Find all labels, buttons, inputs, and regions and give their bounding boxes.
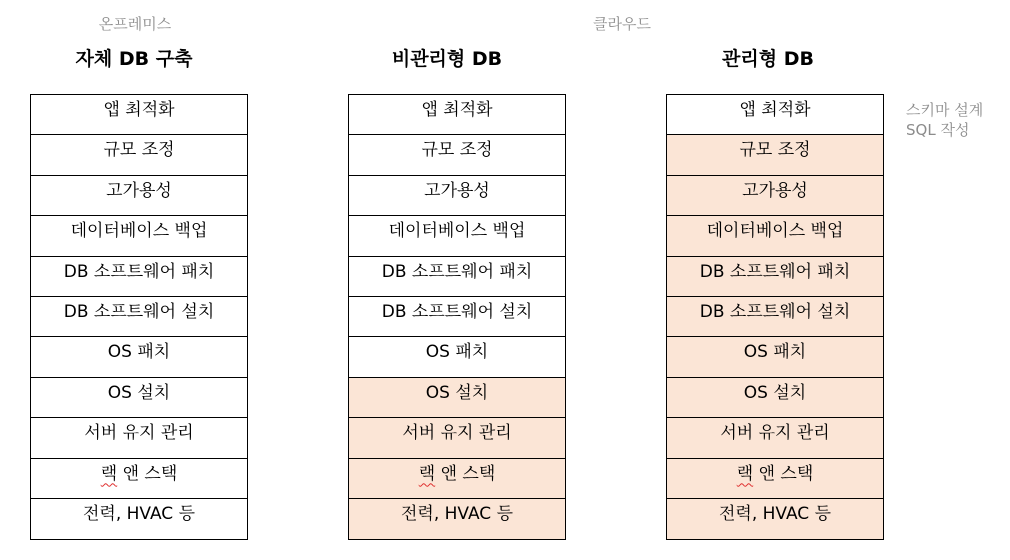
layer-label: 랙 앤 스택 [736, 463, 814, 484]
layer-label: DB 소프트웨어 패치 [63, 261, 215, 282]
layer-cell [349, 216, 565, 256]
spellcheck-underline: 랙 [100, 463, 118, 484]
layer-label: OS 설치 [107, 382, 171, 403]
layer-cell [349, 297, 565, 337]
layer-label: 규모 조정 [103, 140, 175, 161]
managed-layer-cell [667, 297, 883, 337]
layer-label: OS 패치 [107, 342, 171, 363]
column-title-unmanaged: 비관리형 DB [391, 48, 503, 70]
cloud-label: 클라우드 [593, 15, 651, 33]
managed-layer-cell [667, 176, 883, 216]
layer-label: 앱 최적화 [103, 100, 175, 120]
managed-layer-cell [667, 216, 883, 256]
layer-cell [31, 378, 247, 418]
layer-label: 고가용성 [424, 180, 490, 201]
layer-label: DB 소프트웨어 패치 [699, 261, 851, 282]
layer-label: OS 패치 [743, 342, 807, 363]
layer-cell [31, 499, 247, 539]
layer-label: 규모 조정 [739, 140, 811, 161]
layer-cell [31, 257, 247, 297]
layer-label: 전력, HVAC 등 [400, 503, 513, 524]
layer-label: 서버 유지 관리 [720, 423, 830, 444]
managed-layer-cell [349, 459, 565, 499]
layer-label: 데이터베이스 백업 [70, 221, 208, 242]
layer-cell [31, 176, 247, 216]
layer-label: OS 설치 [743, 382, 807, 403]
layer-label: 고가용성 [106, 180, 172, 201]
layer-label: 서버 유지 관리 [84, 423, 194, 444]
layer-label: DB 소프트웨어 설치 [381, 301, 533, 322]
layer-cell [31, 459, 247, 499]
layer-cell [349, 135, 565, 175]
layer-cell [31, 135, 247, 175]
layer-cell [31, 216, 247, 256]
layer-cell [31, 418, 247, 458]
layer-cell [31, 95, 247, 135]
managed-layer-cell [667, 337, 883, 377]
layer-cell [349, 337, 565, 377]
managed-layer-cell [667, 378, 883, 418]
layer-label: 전력, HVAC 등 [82, 503, 195, 524]
layer-label: 서버 유지 관리 [402, 423, 512, 444]
managed-layer-cell [667, 499, 883, 539]
layer-label: 랙 앤 스택 [100, 463, 178, 484]
managed-layer-cell [667, 459, 883, 499]
layer-label: 규모 조정 [421, 140, 493, 161]
managed-layer-cell [667, 135, 883, 175]
layer-cell [349, 257, 565, 297]
layer-cell [349, 176, 565, 216]
layer-label: 고가용성 [742, 180, 808, 201]
layer-label: 랙 앤 스택 [418, 463, 496, 484]
layer-cell [349, 95, 565, 135]
layer-label: OS 설치 [425, 382, 489, 403]
on-premises-label: 온프레미스 [98, 15, 172, 33]
column-title-managed: 관리형 DB [722, 48, 814, 70]
customer-responsibility-note [906, 100, 983, 140]
layer-label: DB 소프트웨어 패치 [381, 261, 533, 282]
spellcheck-underline: 랙 [418, 463, 436, 484]
layer-label: DB 소프트웨어 설치 [63, 301, 215, 322]
layer-cell [31, 337, 247, 377]
side-note-line-1: 스키마 설계 [906, 101, 984, 119]
layer-label: DB 소프트웨어 설치 [699, 301, 851, 322]
layer-label: 데이터베이스 백업 [706, 221, 844, 242]
managed-layer-cell [349, 378, 565, 418]
unmanaged-stack [348, 94, 566, 540]
layer-label: 전력, HVAC 등 [718, 503, 831, 524]
managed-layer-cell [349, 499, 565, 539]
spellcheck-underline: 랙 [736, 463, 754, 484]
managed-layer-cell [667, 257, 883, 297]
layer-label: 앱 최적화 [739, 100, 811, 120]
layer-label: 데이터베이스 백업 [388, 221, 526, 242]
side-note-line-2: SQL 작성 [906, 121, 970, 139]
managed-stack [666, 94, 884, 540]
managed-layer-cell [667, 418, 883, 458]
layer-cell [31, 297, 247, 337]
self-built-stack [30, 94, 248, 540]
managed-layer-cell [349, 418, 565, 458]
layer-cell [667, 95, 883, 135]
layer-label: 앱 최적화 [421, 100, 493, 120]
column-title-self-built: 자체 DB 구축 [75, 48, 193, 70]
layer-label: OS 패치 [425, 342, 489, 363]
